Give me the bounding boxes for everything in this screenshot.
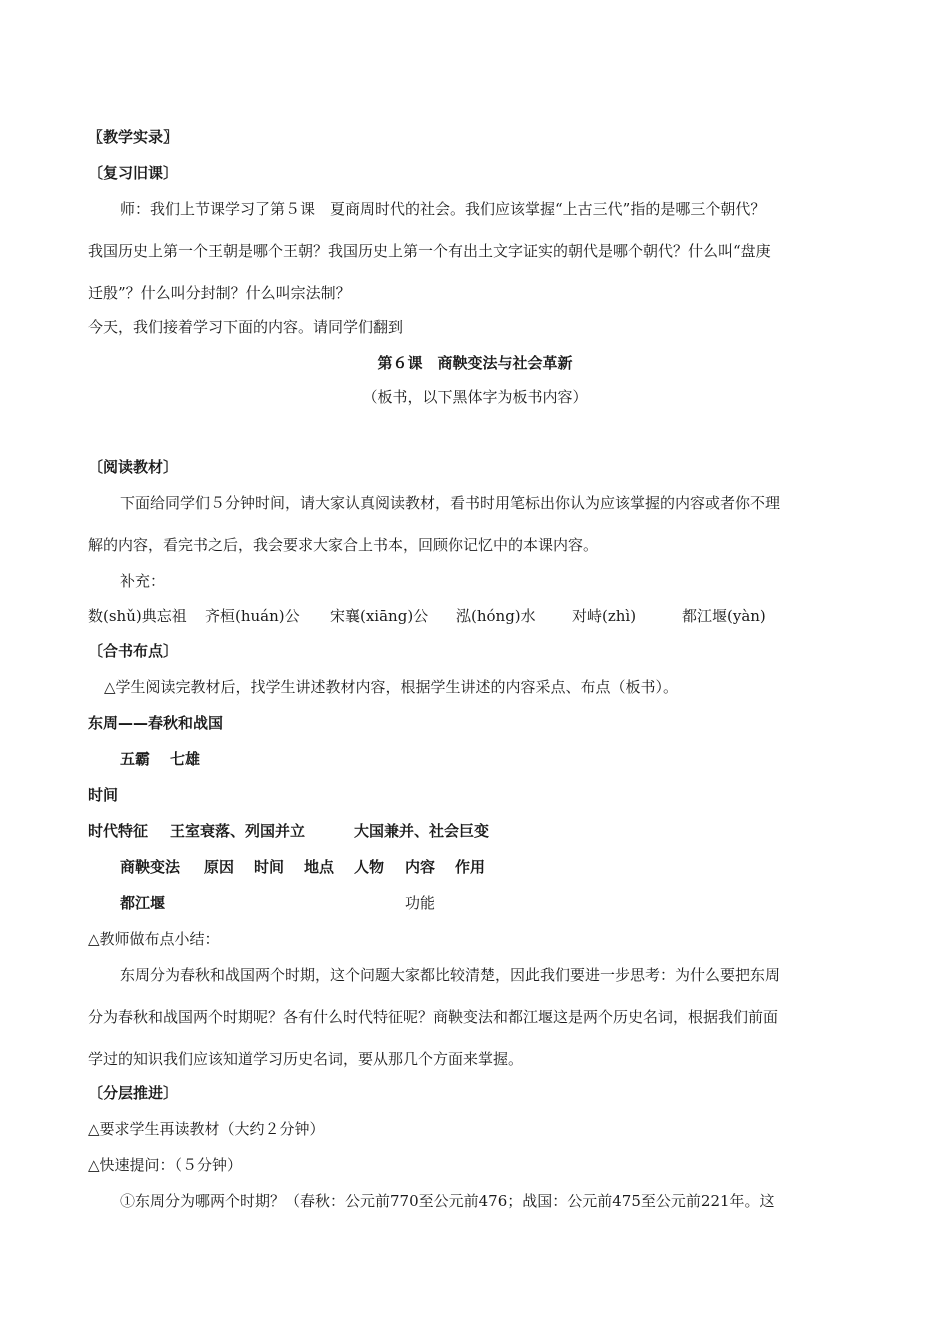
board-function: 功能 (405, 894, 436, 912)
summary-paragraph-line-1: 东周分为春秋和战国两个时期，这个问题大家都比较清楚，因此我们要进一步思考：为什么要把东周 (120, 966, 781, 984)
close-book-paragraph: △学生阅读完教材后，找学生讲述教材内容，根据学生讲述的内容采点、布点（板书）。 (104, 678, 679, 696)
layered-item-2: △快速提问：（５分钟） (88, 1156, 243, 1174)
board-item: 原因 (204, 858, 235, 876)
lesson-note: （板书，以下黑体字为板书内容） (362, 388, 588, 406)
pronunciation-word: 数(shǔ)典忘祖 (88, 607, 187, 625)
layered-item-3: ①东周分为哪两个时期？（春秋：公元前770至公元前476；战国：公元前475至公元前221年。这 (120, 1192, 775, 1210)
pronunciation-word: 都江堰(yàn) (682, 607, 766, 625)
board-east-zhou: 东周——春秋和战国 (88, 714, 224, 732)
today-line: 今天，我们接着学习下面的内容。请同学们翻到 (88, 318, 404, 336)
heading-teaching-record: 〖教学实录〗 (88, 128, 179, 146)
teacher-summary-label: △教师做布点小结： (88, 930, 220, 948)
board-dujiangyan: 都江堰 (120, 894, 166, 912)
pronunciation-word: 泓(hóng)水 (456, 607, 536, 625)
layered-item-1: △要求学生再读教材（大约２分钟） (88, 1120, 325, 1138)
supplement-label: 补充： (120, 572, 166, 590)
heading-layered: 〔分层推进〕 (88, 1084, 179, 1102)
review-paragraph-line-2: 我国历史上第一个王朝是哪个王朝？我国历史上第一个有出土文字证实的朝代是哪个朝代？什么叫“盘庚 (88, 242, 771, 260)
board-item: 七雄 (170, 750, 201, 768)
board-time: 时间 (88, 786, 119, 804)
board-item: 五霸 (120, 750, 151, 768)
heading-reading: 〔阅读教材〕 (88, 458, 179, 476)
pronunciation-word: 对峙(zhì) (572, 607, 637, 625)
heading-close-book: 〔合书布点〕 (88, 642, 179, 660)
review-paragraph-line-1: 师：我们上节课学习了第５课 夏商周时代的社会。我们应该掌握“上古三代”指的是哪三个朝代？ (120, 200, 766, 218)
board-item: 商鞅变法 (120, 858, 181, 876)
board-item: 人物 (354, 858, 385, 876)
board-item: 地点 (304, 858, 335, 876)
board-item: 内容 (405, 858, 436, 876)
reading-paragraph-line-1: 下面给同学们５分钟时间，请大家认真阅读教材，看书时用笔标出你认为应该掌握的内容或者你不理 (120, 494, 781, 512)
summary-paragraph-line-3: 学过的知识我们应该知道学习历史名词，要从那几个方面来掌握。 (88, 1050, 524, 1068)
board-item: 时代特征 (88, 822, 149, 840)
review-paragraph-line-3: 迁殷”？什么叫分封制？什么叫宗法制？ (88, 284, 351, 302)
pronunciation-word: 宋襄(xiāng)公 (330, 607, 429, 625)
lesson-title: 第６课 商鞅变法与社会革新 (377, 354, 573, 372)
reading-paragraph-line-2: 解的内容，看完书之后，我会要求大家合上书本，回顾你记忆中的本课内容。 (88, 536, 599, 554)
board-item: 大国兼并、社会巨变 (354, 822, 490, 840)
board-item: 时间 (254, 858, 285, 876)
pronunciation-word: 齐桓(huán)公 (205, 607, 300, 625)
board-item: 王室衰落、列国并立 (170, 822, 306, 840)
summary-paragraph-line-2: 分为春秋和战国两个时期呢？各有什么时代特征呢？商鞅变法和都江堰这是两个历史名词，根据我们前面 (88, 1008, 779, 1026)
board-item: 作用 (455, 858, 486, 876)
heading-review: 〔复习旧课〕 (88, 164, 179, 182)
